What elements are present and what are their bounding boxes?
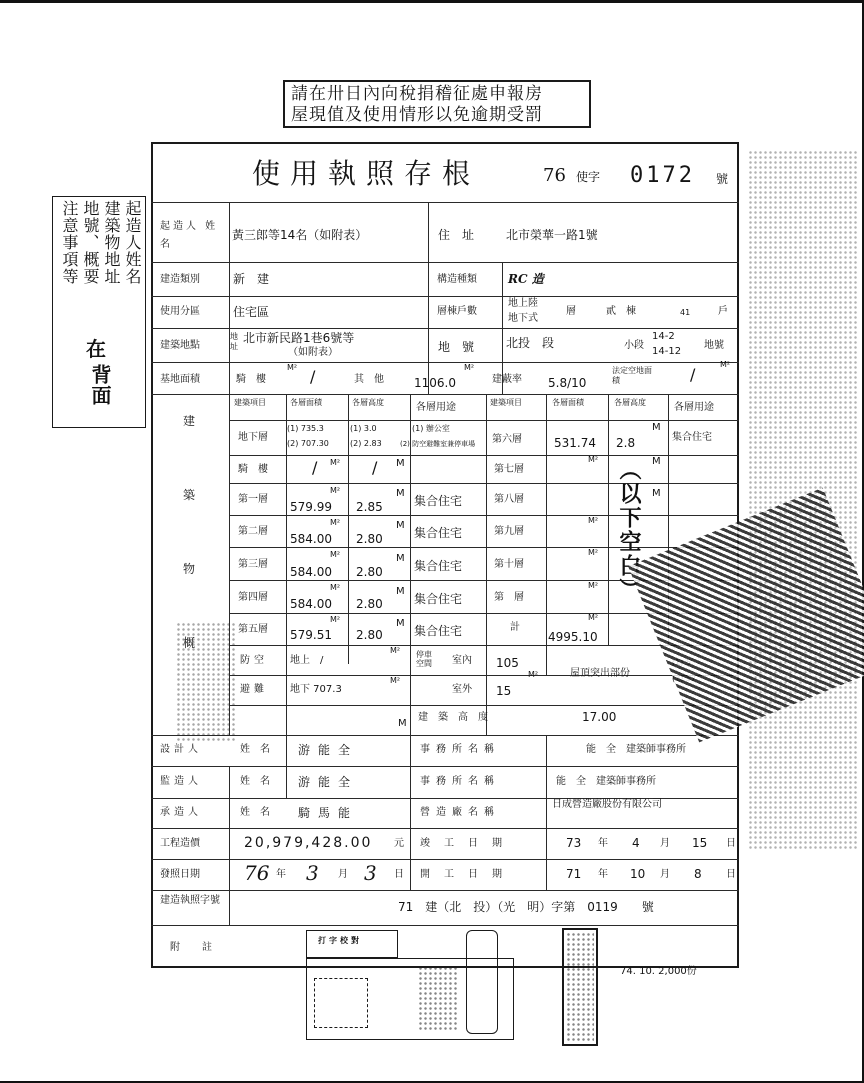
rule (229, 483, 739, 484)
notice-line-1: 請在卅日內向稅捐稽征處申報房 (291, 84, 543, 104)
parking-out: 室外 (452, 684, 472, 695)
height-label: 建築高度 (418, 712, 498, 723)
rule (546, 735, 547, 890)
supervisor-office: 能 全 建築師事務所 (556, 776, 656, 787)
rule (151, 735, 739, 736)
applicant-label: 起造人 姓名 (160, 221, 219, 250)
floor-use-basement-2: (2) 防空避難室兼停車場 (400, 440, 476, 448)
issue-year: 76 (244, 861, 270, 885)
start-day: 8 (694, 867, 702, 881)
start-ri: 日 (726, 869, 736, 880)
rule (151, 925, 739, 926)
header-number: 0172 (630, 163, 695, 188)
address-label: 住 址 (438, 228, 475, 242)
floor-name-10: 第十層 (494, 559, 524, 570)
start-label: 開 工 日 期 (420, 869, 504, 880)
rule (229, 705, 739, 706)
supervisor-name: 游能全 (298, 775, 359, 789)
parking-label: 停車空間 (416, 650, 432, 668)
lower-stamp-inner (314, 978, 368, 1028)
floor-area-5: 579.51 (290, 628, 332, 642)
blank-note: （以下空白） (616, 458, 642, 602)
contractor-name-label: 姓名 (240, 807, 280, 818)
floor-name-arcade: 騎 樓 (238, 464, 268, 475)
lot-value: 北投 段 (506, 336, 555, 350)
head-use-left: 各層用途 (416, 402, 456, 413)
remarks-label: 附 註 (170, 942, 218, 953)
area-other-value: 1106.0 (414, 376, 456, 390)
floor-area-basement-1: (1) 735.3 (287, 424, 324, 433)
issue-day: 3 (364, 861, 377, 885)
roof-label: 屋頂突出部份 (570, 668, 630, 679)
permit-label: 建造執照字號 (160, 895, 220, 906)
parking-in: 室內 (452, 655, 472, 666)
head-area-right: 各層面積 (552, 398, 584, 407)
designer-name-label: 姓名 (240, 744, 280, 755)
floor-height-1: 2.85 (356, 500, 383, 514)
building-side-label-2: 築 (183, 488, 196, 502)
rule (348, 394, 349, 664)
lot-num-1: 14-2 (652, 331, 675, 342)
zone-label: 使用分區 (160, 306, 200, 317)
type-value: 新 建 (233, 272, 270, 286)
floors-hu: 戶 (718, 306, 728, 317)
unit-m2: M² (588, 455, 599, 464)
floor-use-6: 集合住宅 (672, 432, 712, 443)
area-label: 基地面積 (160, 374, 200, 385)
floor-area-total: 4995.10 (548, 630, 598, 644)
left-note-tail-2: 背面 (88, 364, 112, 406)
site-value: 北市新民路1巷6號等 (243, 331, 355, 345)
form-title: 使用執照存根 (252, 157, 481, 190)
designer-label: 設計人 (160, 744, 202, 755)
issue-month: 3 (306, 861, 319, 885)
cost-value: 20,979,428.00 (244, 835, 373, 851)
seal-stamp-texture (566, 932, 594, 1042)
lot-small: 小段 (624, 340, 644, 351)
floor-name-basement: 地下層 (238, 432, 268, 443)
structure-label: 構造種類 (437, 274, 477, 285)
height-value: 17.00 (582, 710, 617, 724)
cost-label: 工程造價 (160, 838, 200, 849)
rule (151, 202, 739, 203)
floor-height-5: 2.80 (356, 628, 383, 642)
lot-num-2: 14-12 (652, 346, 682, 357)
print-note: 74. 10. 2,000份 (620, 966, 697, 977)
rule (410, 828, 411, 890)
header-series: 使字 (576, 170, 601, 184)
floors-label: 層棟戶數 (437, 306, 477, 317)
floor-use-1: 集合住宅 (414, 494, 463, 508)
margin-smudge (748, 150, 858, 850)
floor-name-2: 第二層 (238, 526, 268, 537)
floor-height-arcade: / (372, 458, 378, 477)
left-note-col-2: 建築物地址 (102, 200, 121, 285)
rule (151, 362, 739, 363)
floor-height-3: 2.80 (356, 565, 383, 579)
floor-name-5: 第五層 (238, 624, 268, 635)
round-stamp (466, 930, 498, 1034)
rule (410, 735, 411, 828)
parking-in-value: 105 (496, 656, 519, 670)
left-smudge (176, 622, 236, 742)
floor-use-3: 集合住宅 (414, 559, 463, 573)
head-item-left: 建築項目 (234, 398, 266, 407)
start-yue: 月 (660, 869, 670, 880)
contractor-label: 承造人 (160, 807, 202, 818)
contractor-factory: 日成營造廠股份有限公司 (552, 799, 662, 810)
supervisor-label: 監造人 (160, 776, 202, 787)
rule (151, 262, 739, 263)
rule (428, 202, 429, 394)
contractor-name: 騎馬能 (298, 806, 359, 820)
shelter-value: 地上 / (290, 655, 324, 666)
floor-height-2: 2.80 (356, 532, 383, 546)
stamp-smudge (418, 966, 458, 1030)
floor-name-4: 第四層 (238, 592, 268, 603)
typist-label: 打字校對 (318, 936, 362, 945)
supervisor-office-label: 事務所名稱 (420, 776, 500, 787)
unit-m: M (396, 458, 405, 469)
finish-nian: 年 (598, 838, 608, 849)
unit-m: M (396, 618, 405, 629)
head-height-right: 各層高度 (614, 398, 646, 407)
shelter-m2: M² (390, 646, 401, 655)
unit-m2: M² (588, 516, 599, 525)
unit-m: M (396, 553, 405, 564)
unit-m: M (396, 520, 405, 531)
rule (229, 675, 739, 676)
issue-label: 發照日期 (160, 869, 200, 880)
height-m: M (398, 718, 407, 729)
head-item-right: 建築項目 (490, 398, 522, 407)
rule (151, 890, 739, 891)
area-other: 其 他 (354, 374, 384, 385)
issue-ri: 日 (394, 869, 404, 880)
area-other-m2: M² (464, 363, 475, 372)
unit-m2: M² (588, 548, 599, 557)
address-value: 北市榮華一路1號 (506, 228, 598, 242)
refuge-label: 避難 (240, 684, 268, 695)
start-year: 71 (566, 867, 582, 881)
designer-name: 游能全 (298, 743, 359, 757)
rule (286, 735, 287, 798)
finish-month: 4 (632, 836, 640, 850)
floor-area-1: 579.99 (290, 500, 332, 514)
legal-slash: / (690, 365, 696, 384)
floor-height-4: 2.80 (356, 597, 383, 611)
notice-line-2: 屋現值及使用情形以免逾期受罰 (291, 105, 543, 125)
finish-year: 73 (566, 836, 582, 850)
coverage-value: 5.8/10 (548, 376, 587, 390)
floor-height-basement-2: (2) 2.83 (350, 439, 382, 448)
legal-label: 法定空地面積 (612, 366, 652, 385)
floor-name-7: 第七層 (494, 464, 524, 475)
floor-area-basement-2: (2) 707.30 (287, 439, 329, 448)
unit-m2: M² (330, 550, 341, 559)
floor-use-2: 集合住宅 (414, 526, 463, 540)
shelter-label: 防空 (240, 655, 268, 666)
finish-day: 15 (692, 836, 708, 850)
floor-use-4: 集合住宅 (414, 592, 463, 606)
rule (151, 859, 739, 860)
floor-area-4: 584.00 (290, 597, 332, 611)
lot-label: 地 號 (438, 340, 475, 354)
area-arcade-slash: / (310, 367, 316, 386)
unit-m: M (396, 586, 405, 597)
floors-ground: 地上陸 (508, 298, 538, 309)
lot-hao: 地號 (704, 340, 724, 351)
legal-m2: M² (720, 360, 731, 369)
parking-out-value: 15 (496, 684, 512, 698)
floor-area-arcade: / (312, 458, 318, 477)
floor-height-basement-1: (1) 3.0 (350, 424, 377, 433)
structure-value: RC 造 (508, 272, 544, 286)
floor-area-3: 584.00 (290, 565, 332, 579)
floor-area-6: 531.74 (554, 436, 596, 450)
site-prefix: 地址 (230, 332, 238, 351)
left-note-col-3: 地號、概要 (81, 200, 100, 285)
finish-ri: 日 (726, 838, 736, 849)
unit-m2: M² (588, 581, 599, 590)
rule (229, 455, 739, 456)
rule (151, 394, 739, 395)
unit-m2: M² (330, 615, 341, 624)
floor-name-1: 第一層 (238, 494, 268, 505)
unit-m2: M² (330, 583, 341, 592)
start-nian: 年 (598, 869, 608, 880)
floor-area-2: 584.00 (290, 532, 332, 546)
left-note-tail-1: 在 (86, 337, 106, 361)
header-hao: 號 (716, 172, 729, 186)
building-side-label-1: 建 (183, 414, 196, 428)
unit-m2: M² (588, 613, 599, 622)
zone-value: 住宅區 (233, 305, 270, 319)
unit-m2: M² (330, 518, 341, 527)
rule (486, 394, 487, 735)
factory-label: 營造廠名稱 (420, 807, 500, 818)
supervisor-name-label: 姓名 (240, 776, 280, 787)
floors-hu-num: 41 (680, 308, 691, 317)
cost-unit: 元 (394, 838, 404, 849)
rule (229, 420, 739, 421)
rule (229, 547, 739, 548)
unit-m: M (396, 488, 405, 499)
floor-name-total: 計 (510, 622, 520, 633)
building-side-label-3: 物 (183, 562, 196, 576)
floors-dong: 貳 棟 (606, 306, 636, 317)
floor-name-extra: 第 層 (494, 592, 524, 603)
applicant-value: 黃三郎等14名（如附表） (232, 228, 368, 242)
coverage-label: 建蔽率 (492, 374, 522, 385)
rule (151, 766, 739, 767)
rule (229, 766, 230, 925)
head-use-right: 各層用途 (674, 402, 714, 413)
finish-yue: 月 (660, 838, 670, 849)
rule (151, 328, 739, 329)
rule (151, 296, 739, 297)
rule (229, 515, 739, 516)
floor-name-3: 第三層 (238, 559, 268, 570)
floor-use-5: 集合住宅 (414, 624, 463, 638)
head-area-left: 各層面積 (290, 398, 322, 407)
area-arcade: 騎 樓 (236, 374, 266, 385)
floor-name-8: 第八層 (494, 494, 524, 505)
unit-m2: M² (330, 458, 341, 467)
refuge-value: 地下 707.3 (290, 684, 342, 695)
floor-name-9: 第九層 (494, 526, 524, 537)
type-label: 建造類別 (160, 274, 200, 285)
floors-ceng: 層 (566, 306, 576, 317)
unit-m: M (652, 456, 661, 467)
unit-m2: M² (330, 486, 341, 495)
floor-use-basement-1: (1) 辦公室 (412, 424, 450, 433)
finish-label: 竣 工 日 期 (420, 838, 504, 849)
floor-name-6: 第六層 (492, 434, 522, 445)
notice-box (283, 80, 591, 128)
area-arcade-m2: M² (287, 363, 298, 372)
left-note-col-1: 起造人姓名 (123, 200, 142, 285)
rule (608, 394, 609, 646)
rule (546, 394, 547, 675)
rule (151, 828, 739, 829)
left-note-col-4: 注意事項等 (60, 200, 79, 285)
scan-top-edge (0, 0, 864, 3)
parking-m2: M² (528, 670, 539, 679)
site-label: 建築地點 (160, 340, 200, 351)
head-height-left: 各層高度 (352, 398, 384, 407)
building-side-label-4: 概 (183, 636, 196, 650)
header-year: 76 (543, 165, 566, 186)
floors-under: 地下式 (508, 313, 538, 324)
issue-nian: 年 (276, 869, 286, 880)
refuge-m2: M² (390, 676, 401, 685)
designer-office: 能 全 建築師事務所 (586, 744, 686, 755)
unit-m: M (652, 488, 661, 499)
designer-office-label: 事務所名稱 (420, 744, 500, 755)
unit-m: M (652, 422, 661, 433)
start-month: 10 (630, 867, 646, 881)
site-value-2: （如附表） (288, 347, 338, 358)
permit-value: 71 建（北 投）（光 明）字第 0119 號 (398, 900, 654, 914)
issue-yue: 月 (338, 869, 348, 880)
floor-height-6: 2.8 (616, 436, 636, 450)
